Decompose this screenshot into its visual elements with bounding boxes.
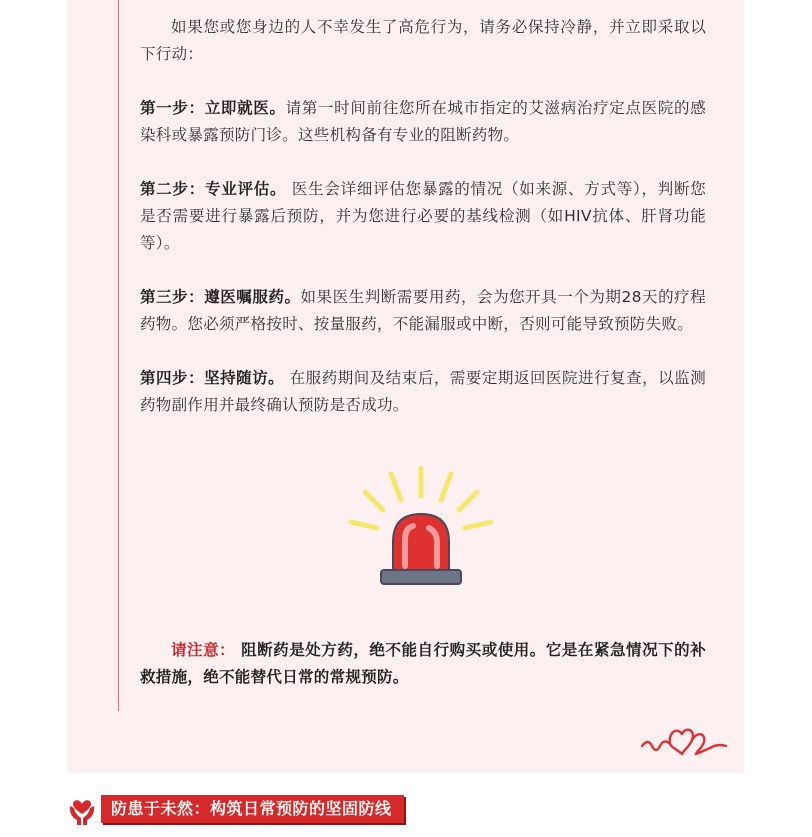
notice-text: 阻断药是处方药，绝不能自行购买或使用。它是在紧急情况下的补救措施，绝不能替代日常的常规预防。	[140, 641, 707, 686]
step-3-lead: 第三步：遵医嘱服药。	[140, 288, 301, 306]
step-4-text: 在服药期间及结束后，需要定期返回医院进行复查，以监测药物副作用并最终确认预防是否成功。	[140, 369, 707, 414]
intro-paragraph: 如果您或您身边的人不幸发生了高危行为，请务必保持冷静，并立即采取以下行动：	[140, 18, 706, 63]
step-4-lead: 第四步：坚持随访。	[140, 369, 285, 387]
step-2-lead: 第二步：专业评估。	[140, 180, 287, 198]
alarm-siren-icon	[347, 466, 495, 592]
step-3-paragraph	[140, 284, 706, 338]
step-4-paragraph	[140, 365, 706, 419]
section-title: 防患于未然：构筑日常预防的坚固防线	[101, 795, 404, 823]
article-body	[140, 14, 706, 419]
step-1-paragraph	[140, 95, 706, 149]
doodle-hearts-icon	[640, 716, 730, 760]
step-2-text: 医生会详细评估您暴露的情况（如来源、方式等），判断您是否需要进行暴露后预防，并为您进行必要的基线检测（如HIV抗体、肝肾功能等）。	[140, 180, 707, 252]
step-2-paragraph	[140, 176, 706, 257]
step-3-text: 如果医生判断需要用药，会为您开具一个为期28天的疗程药物。您必须严格按时、按量服药，不能漏服或中断，否则可能导致预防失败。	[140, 288, 706, 333]
notice-label: 请注意：	[171, 641, 236, 659]
decorative-vertical-line	[118, 0, 119, 711]
hands-heart-icon	[67, 792, 97, 826]
section-banner	[67, 789, 404, 829]
step-1-lead: 第一步：立即就医。	[140, 99, 286, 117]
step-1-text: 请第一时间前往您所在城市指定的艾滋病治疗定点医院的感染科或暴露预防门诊。这些机构备有专业的阻断药物。	[140, 99, 706, 144]
notice-paragraph	[140, 637, 706, 691]
